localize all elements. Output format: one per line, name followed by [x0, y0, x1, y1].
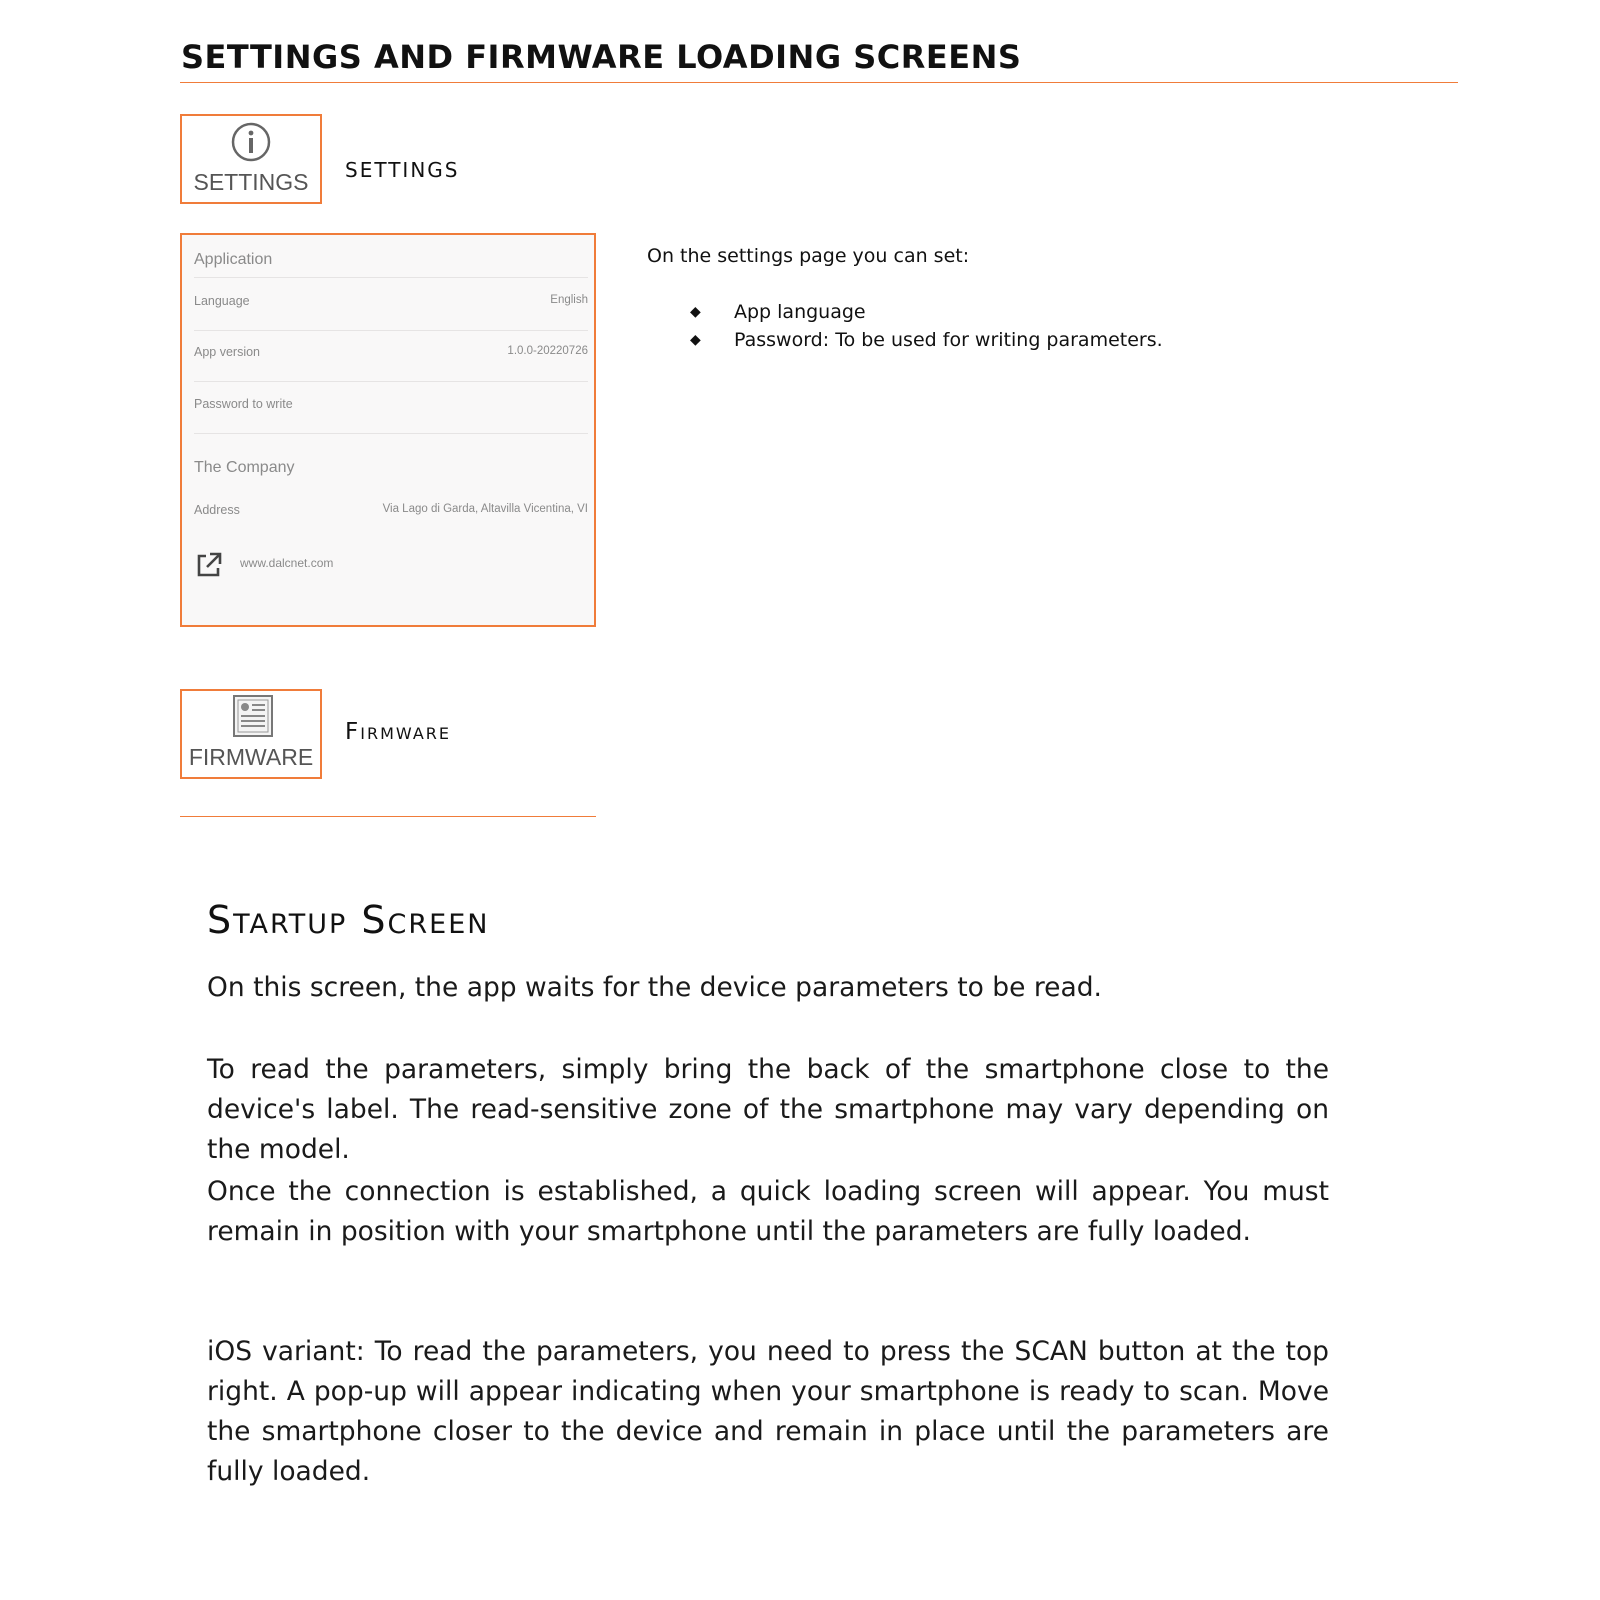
list-item [690, 298, 1163, 326]
settings-panel [180, 233, 596, 627]
company-group-label: The Company [194, 459, 295, 476]
address-value: Via Lago di Garda, Altavilla Vicentina, VI [382, 503, 588, 515]
title-divider [180, 82, 1458, 83]
app-version-label: App version [194, 345, 261, 359]
startup-paragraph-2: To read the parameters, simply bring the back of the smartphone close to the device's label. The read-sensitive zone of the smartphone may vary depending on the model. [207, 1054, 1329, 1165]
settings-icon-label: SETTINGS [193, 169, 309, 195]
startup-heading: Startup Screen [207, 898, 490, 942]
settings-button[interactable] [180, 114, 322, 204]
app-version-row [194, 329, 588, 382]
list-item-text: Password: To be used for writing parameters. [734, 329, 1163, 351]
website-link[interactable]: www.dalcnet.com [240, 556, 334, 570]
app-version-value: 1.0.0-20220726 [507, 345, 588, 357]
settings-intro: On the settings page you can set: [647, 245, 970, 267]
startup-paragraph-4: iOS variant: To read the parameters, you need to press the SCAN button at the top right. A pop-up will appear indicating when your smartphone is ready to scan. Move the smartphone closer to the device and remain in place until the parameters are fully loaded. [207, 1336, 1329, 1487]
password-row[interactable] [194, 381, 588, 434]
diamond-bullet-icon: ◆ [690, 304, 701, 320]
language-row[interactable] [194, 277, 588, 331]
info-circle-icon [229, 120, 273, 164]
language-label: Language [194, 294, 250, 308]
settings-options-list [690, 298, 1163, 354]
address-row [194, 487, 588, 539]
firmware-button[interactable] [180, 689, 322, 779]
application-group-label: Application [194, 251, 273, 268]
firmware-document-icon [232, 694, 274, 738]
firmware-divider [180, 816, 596, 817]
firmware-icon-label: FIRMWARE [188, 744, 314, 770]
address-label: Address [194, 503, 240, 517]
settings-caption: SETTINGS [345, 158, 460, 182]
startup-paragraph-3: Once the connection is established, a quick loading screen will appear. You must remain in position with your smartphone until the parameters are fully loaded. [207, 1176, 1329, 1247]
page-title: SETTINGS AND FIRMWARE LOADING SCREENS [181, 38, 1022, 76]
firmware-caption: Firmware [345, 719, 451, 745]
external-link-icon[interactable] [194, 550, 224, 580]
list-item [690, 326, 1163, 354]
password-label: Password to write [194, 397, 293, 411]
language-value: English [550, 294, 588, 306]
diamond-bullet-icon: ◆ [690, 332, 701, 348]
startup-paragraph-1: On this screen, the app waits for the device parameters to be read. [207, 972, 1102, 1003]
list-item-text: App language [734, 301, 866, 323]
